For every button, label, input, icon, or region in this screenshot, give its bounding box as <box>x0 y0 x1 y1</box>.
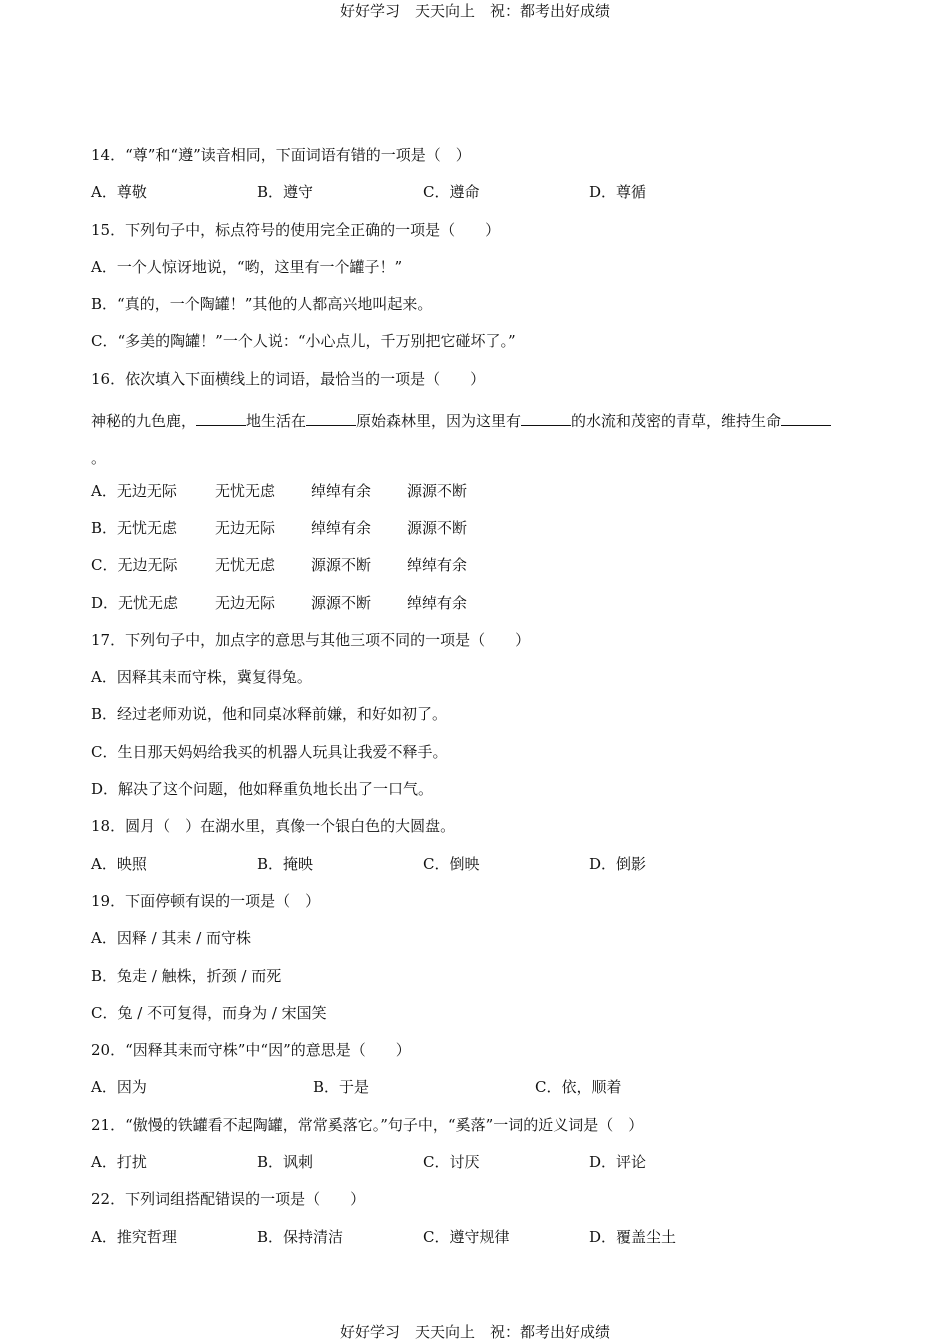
question-14-options <box>91 179 851 216</box>
question-18-options <box>91 851 851 888</box>
question-18-stem: 18．圆月（ ）在湖水里，真像一个银白色的大圆盘。 <box>91 817 456 836</box>
question-22-stem: 22．下列词组搭配错误的一项是（ ） <box>91 1190 366 1209</box>
question-16-passage <box>91 403 836 478</box>
question-17-stem: 17．下列句子中，加点字的意思与其他三项不同的一项是（ ） <box>91 630 531 649</box>
passage-text: 神秘的九色鹿， <box>91 412 197 431</box>
question-20-stem: 20．“因释其耒而守株”中“因”的意思是（ ） <box>91 1041 411 1060</box>
option-d: D．评论 <box>589 1153 647 1172</box>
option-d: D．解决了这个问题，他如释重负地长出了一口气。 <box>91 780 434 799</box>
option-word: 源源不断 <box>407 518 468 537</box>
option-word: 无边无际 <box>215 593 276 612</box>
option-b: B．掩映 <box>257 854 314 873</box>
option-a: A．尊敬 <box>91 183 147 202</box>
option-word: 绰绰有余 <box>311 518 372 537</box>
option-c: C．依，顺着 <box>535 1078 622 1097</box>
question-22-options <box>91 1224 851 1261</box>
option-word: 绰绰有余 <box>311 481 372 500</box>
option-word: C．无边无际 <box>91 556 178 575</box>
option-a: A．打扰 <box>91 1153 147 1172</box>
option-b: B．遵守 <box>257 183 314 202</box>
question-20-options <box>91 1074 851 1111</box>
option-word: 绰绰有余 <box>407 556 468 575</box>
passage-text: 原始森林里，因为这里有 <box>356 412 522 431</box>
option-c: C．遵命 <box>423 183 480 202</box>
option-a: A．因为 <box>91 1078 147 1097</box>
option-b: B．“真的，一个陶罐！”其他的人都高兴地叫起来。 <box>91 295 433 314</box>
fill-blank <box>306 409 356 426</box>
option-row-a <box>91 478 851 515</box>
option-b: B．经过老师劝说，他和同桌冰释前嫌，和好如初了。 <box>91 705 448 724</box>
option-d: D．尊循 <box>589 183 647 202</box>
question-list <box>91 142 851 1261</box>
option-c: C．生日那天妈妈给我买的机器人玩具让我爱不释手。 <box>91 742 448 761</box>
option-a: A．映照 <box>91 854 147 873</box>
question-16-stem: 16．依次填入下面横线上的词语，最恰当的一项是（ ） <box>91 369 486 388</box>
question-21-options <box>91 1149 851 1186</box>
option-word: B．无忧无虑 <box>91 518 178 537</box>
question-15-stem: 15．下列句子中，标点符号的使用完全正确的一项是（ ） <box>91 220 501 239</box>
option-b: B．讽刺 <box>257 1153 314 1172</box>
option-row-c <box>91 552 851 589</box>
passage-text: 地生活在 <box>246 412 307 431</box>
fill-blank <box>196 409 246 426</box>
option-b: B．保持清洁 <box>257 1227 344 1246</box>
fill-blank <box>781 409 831 426</box>
option-c: C．“多美的陶罐！”一个人说：“小心点儿，千万别把它碰坏了。” <box>91 332 516 351</box>
question-21-stem: 21．“傲慢的铁罐看不起陶罐，常常奚落它。”句子中，“奚落”一词的近义词是（ ） <box>91 1115 644 1134</box>
option-row-d <box>91 590 851 627</box>
option-d: D．覆盖尘土 <box>589 1227 677 1246</box>
option-word: D．无忧无虑 <box>91 593 179 612</box>
option-c: C．讨厌 <box>423 1153 480 1172</box>
option-row-b <box>91 515 851 552</box>
option-c: C．遵守规律 <box>423 1227 510 1246</box>
option-word: 源源不断 <box>311 556 372 575</box>
fill-blank <box>521 409 571 426</box>
option-word: 无边无际 <box>215 518 276 537</box>
option-a: A．一个人惊讶地说，“哟，这里有一个罐子！” <box>91 257 403 276</box>
question-19-stem: 19．下面停顿有误的一项是（ ） <box>91 891 321 910</box>
option-c: C．倒映 <box>423 854 480 873</box>
option-word: A．无边无际 <box>91 481 177 500</box>
page-footer: 好好学习 天天向上 祝：都考出好成绩 <box>339 1323 610 1341</box>
option-d: D．倒影 <box>589 854 647 873</box>
option-word: 无忧无虑 <box>215 481 276 500</box>
option-b: B．兔走 / 触株，折颈 / 而死 <box>91 966 282 985</box>
passage-text: 的水流和茂密的青草，维持生命 <box>571 412 782 431</box>
option-word: 源源不断 <box>311 593 372 612</box>
option-a: A．推究哲理 <box>91 1227 177 1246</box>
option-c: C．兔 / 不可复得，而身为 / 宋国笑 <box>91 1003 327 1022</box>
option-word: 源源不断 <box>407 481 468 500</box>
option-a: A．因释 / 其耒 / 而守株 <box>91 929 252 948</box>
page-header: 好好学习 天天向上 祝：都考出好成绩 <box>339 2 610 20</box>
question-14-stem: 14．“尊”和“遵”读音相同，下面词语有错的一项是（ ） <box>91 146 471 164</box>
option-word: 绰绰有余 <box>407 593 468 612</box>
passage-text: 。 <box>91 449 107 468</box>
option-word: 无忧无虑 <box>215 556 276 575</box>
option-b: B．于是 <box>313 1078 370 1097</box>
option-a: A．因释其耒而守株，冀复得兔。 <box>91 668 312 687</box>
